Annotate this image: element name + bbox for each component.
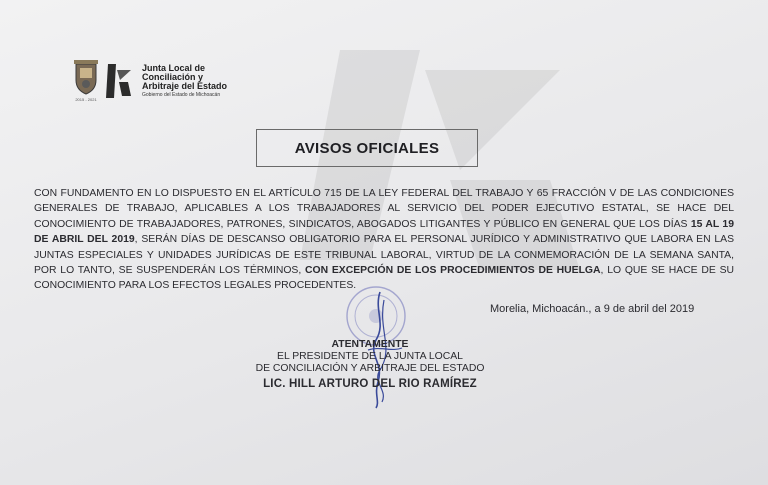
seal-years: 2015 - 2021 [75,97,97,102]
body-part-3: , LO QUE SE HACE DE SU CONOCIMIENTO PARA LOS EFECTOS LEGALES PROCEDENTES. [34,265,735,292]
org-name-block [142,64,227,98]
closing-title-line-1: EL PRESIDENTE DE LA JUNTA LOCAL [277,351,463,362]
body-dates: 15 AL 19 DE ABRIL DEL 2019 [34,218,734,246]
state-seal-icon [72,60,100,96]
k-logo-icon [106,62,132,100]
state-seal [72,60,100,102]
title-box [256,129,478,167]
date-line: Morelia, Michoacán., a 9 de abril del 2019 [490,303,695,315]
signatory-name: LIC. HILL ARTURO DEL RIO RAMÍREZ [263,378,477,390]
body-part-2: , SERÁN DÍAS DE DESCANSO OBLIGATORIO PARA EL PERSONAL JURÍDICO Y ADMINISTRATIVO QUE LABORA EN LAS JUNTAS ESPECIALES Y UNIDADES JURÍDICAS DE ESTE TRIBUNAL LABORAL, VIRTUD DE LA CONMEMORACIÓN DE LA SEMANA SANTA, POR LO TANTO, SE SUSPENDERÁN LOS TÉRMINOS, [34,234,734,277]
body-exception: CON EXCEPCIÓN DE LOS PROCEDIMIENTOS DE HUELGA [305,265,601,277]
closing-block [236,339,504,390]
page-title: AVISOS OFICIALES [294,139,440,157]
closing-title-line-2: DE CONCILIACIÓN Y ARBITRAJE DEL ESTADO [255,363,485,374]
notice-body [34,186,734,294]
org-name-line-2: Conciliación y [142,72,204,82]
org-name-line-1: Junta Local de [142,63,206,73]
org-name-line-3: Arbitraje del Estado [142,81,228,91]
body-part-1: CON FUNDAMENTO EN LO DISPUESTO EN EL ARTÍCULO 715 DE LA LEY FEDERAL DEL TRABAJO Y 65 FRACCIÓN V DE LAS CONDICIONES GENERALES DE TRABAJO, APLICABLES A LOS TRABAJADORES AL SERVICIO DEL PODER EJECUTIVO ESTATAL, SE HACE DEL CONOCIMIENTO DE TRABAJADORES, PATRONES, SINDICATOS, ABOGADOS LITIGANTES Y PÚBLICO EN GENERAL QUE LOS DÍAS [34,188,734,230]
letterhead [72,60,227,102]
org-subtitle: Gobierno del Estado de Michoacán [142,92,221,98]
closing-salutation: ATENTAMENTE [331,339,409,350]
